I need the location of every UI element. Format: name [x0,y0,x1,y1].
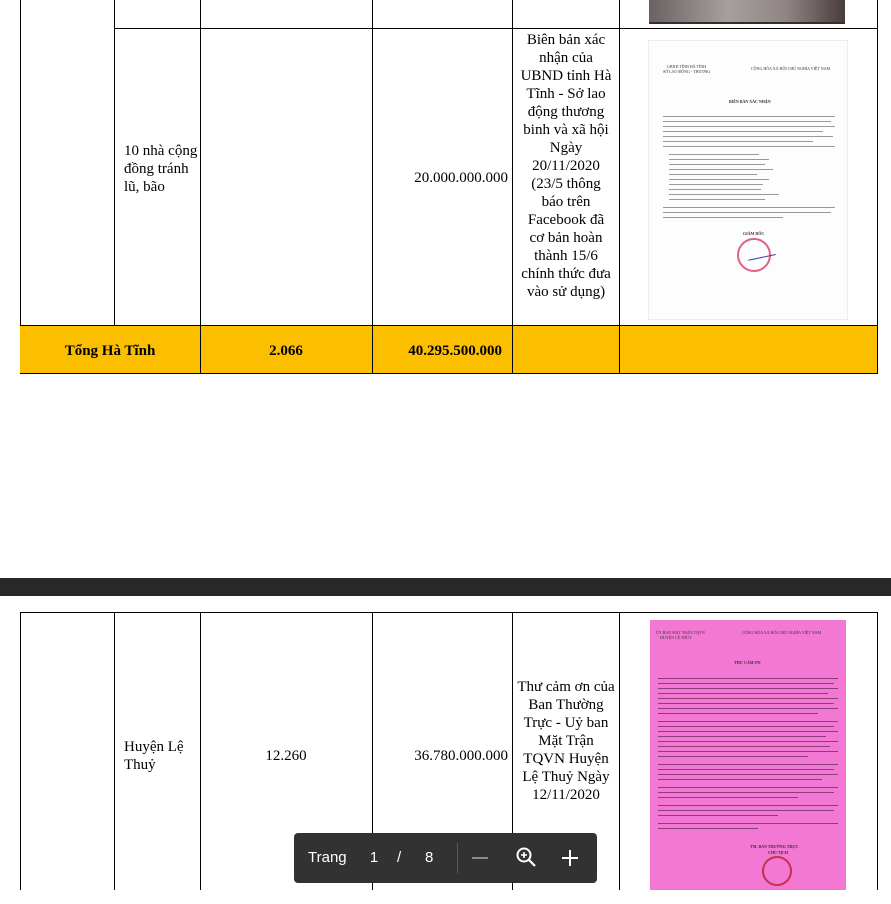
amount-cell: 36.780.000.000 [414,748,508,764]
plus-icon [560,833,580,883]
amount-cell: 20.000.000.000 [414,170,508,186]
minus-icon [470,833,490,883]
evidence-cell: Biên bản xác nhận của UBND tỉnh Hà Tĩnh - Sở lao động thương binh và xã hội Ngày 20/11/2020 (23/5 thông báo trên Facebook đã cơ bản hoàn thành 15/6 chính thức đưa vào sử dụng) [520,32,612,300]
red-seal-icon [762,856,792,886]
total-label: Tổng Hà Tĩnh [64,343,156,359]
location-cell: Huyện Lệ Thuỷ [124,739,184,773]
description-cell: 10 nhà cộng đồng tránh lũ, bão [124,143,198,195]
total-pages: 8 [425,849,434,866]
evidence-cell: Thư cảm ơn của Ban Thường Trực - Uỷ ban Mặt Trận TQVN Huyện Lệ Thuỷ Ngày 12/11/2020 [517,679,615,803]
thank-you-letter-image: ỦY BAN MẶT TRẬN TQVN HUYỆN LỆ THỦY CỘNG HÒA XÃ HỘI CHỦ NGHĨA VIỆT NAM THƯ CẢM ƠN TM. BAN THƯỜNG TRỰC CHỦ TỊCH [650,620,846,890]
count-cell: 12.260 [265,748,307,764]
page-gap [0,578,891,596]
zoom-out-button[interactable] [470,833,496,883]
zoom-fit-button[interactable] [514,833,540,883]
zoom-icon [514,833,538,883]
page-label: Trang [308,849,347,866]
total-count: 2.066 [269,343,303,359]
photo-thumbnail [649,0,845,24]
current-page-input[interactable]: 1 [369,849,379,866]
page-separator: / [397,849,402,866]
confirmation-document-image: UBND TỈNH HÀ TĨNH SỞ LAO ĐỘNG - THƯƠNG CỘNG HÒA XÃ HỘI CHỦ NGHĨA VIỆT NAM BIÊN BẢN XÁC NHẬN GIÁM ĐỐC [648,40,848,320]
total-amount: 40.295.500.000 [408,343,502,359]
pdf-page-toolbar [294,833,597,883]
zoom-in-button[interactable] [560,833,586,883]
